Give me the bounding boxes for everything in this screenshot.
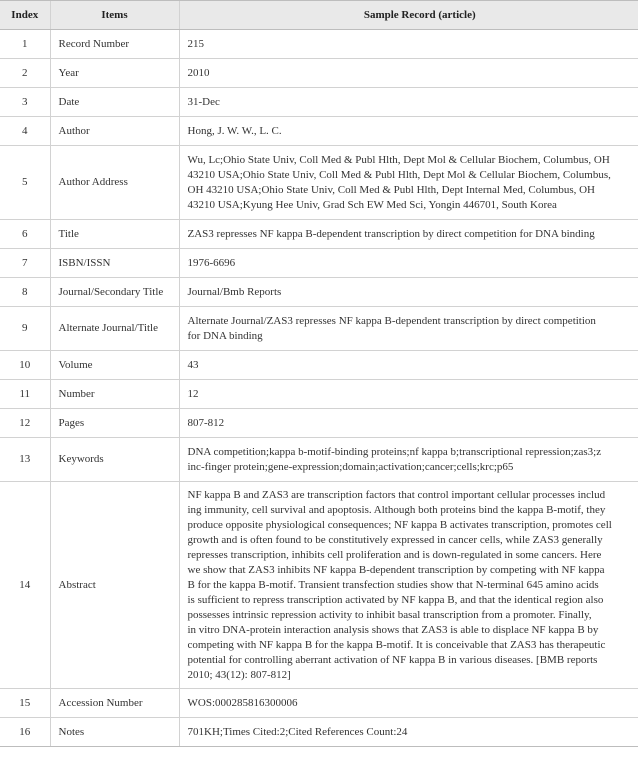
row-item-name: Author: [50, 117, 179, 146]
record-value-line: 43210 USA;Ohio State Univ, Coll Med & Publ Hlth, Dept Mol & Cellular Biochem, Columbus,: [187, 168, 611, 181]
row-record-value: [179, 409, 638, 438]
record-value-line: DNA competition;kappa b-motif-binding proteins;nf kappa b;transcriptional repression;zas3;z: [187, 445, 602, 458]
record-value-line: WOS:000285816300006: [187, 696, 298, 709]
row-index: 4: [0, 117, 50, 146]
record-value-line: in vitro DNA-protein interaction analysis shows that ZAS3 is able to displace NF kappa B by: [187, 623, 599, 636]
row-record-value: [179, 351, 638, 380]
table-row: [0, 482, 638, 689]
row-index: 16: [0, 718, 50, 747]
row-record-value: [179, 689, 638, 718]
record-value-line: 215: [187, 37, 204, 50]
table-row: [0, 689, 638, 718]
record-value-line: Alternate Journal/ZAS3 represses NF kappa B-dependent transcription by direct competition: [187, 314, 596, 327]
table-row: [0, 220, 638, 249]
record-value-line: 1976-6696: [187, 256, 236, 269]
row-item-name: ISBN/ISSN: [50, 249, 179, 278]
record-value-line: 43210 USA;Kyung Hee Univ, Grad Sch EW Med Sci, Yongin 446701, South Korea: [187, 198, 557, 211]
row-item-name: Year: [50, 59, 179, 88]
row-record-value: [179, 249, 638, 278]
table-row: [0, 59, 638, 88]
record-value-line: for DNA binding: [187, 329, 263, 342]
row-index: 7: [0, 249, 50, 278]
row-record-value: [179, 117, 638, 146]
row-item-name: Volume: [50, 351, 179, 380]
row-record-value: [179, 88, 638, 117]
row-record-value: [179, 380, 638, 409]
row-item-name: Record Number: [50, 30, 179, 59]
row-item-name: Abstract: [50, 482, 179, 689]
header-sample-record: Sample Record (article): [179, 1, 638, 30]
row-item-name: Alternate Journal/Title: [50, 307, 179, 351]
record-value-line: is sufficient to repress transcription activated by NF kappa B, and that the identical region also: [187, 593, 604, 606]
row-record-value: [179, 30, 638, 59]
record-value-line: 31-Dec: [187, 95, 220, 108]
record-value-line: Wu, Lc;Ohio State Univ, Coll Med & Publ Hlth, Dept Mol & Cellular Biochem, Columbus, OH: [187, 153, 610, 166]
table-row: [0, 249, 638, 278]
record-value-line: ZAS3 represses NF kappa B-dependent transcription by direct competition for DNA binding: [187, 227, 595, 240]
row-index: 11: [0, 380, 50, 409]
row-record-value: [179, 278, 638, 307]
table-row: [0, 30, 638, 59]
table-row: [0, 351, 638, 380]
header-items: Items: [50, 1, 179, 30]
table-row: [0, 278, 638, 307]
row-item-name: Title: [50, 220, 179, 249]
record-value-line: we show that ZAS3 inhibits NF kappa B-dependent transcription by competing with NF kappa: [187, 563, 605, 576]
record-value-line: ing immunity, cell survival and apoptosis. Although both proteins bind the kappa B-motif, they: [187, 503, 606, 516]
row-record-value: [179, 482, 638, 689]
record-value-line: 807-812: [187, 416, 225, 429]
header-row: [0, 1, 638, 30]
table-row: [0, 88, 638, 117]
record-value-line: represses transcription, inhibits cell proliferation and is down-regulated in some cancers. Here: [187, 548, 602, 561]
record-value-line: 701KH;Times Cited:2;Cited References Count:24: [187, 725, 408, 738]
row-index: 2: [0, 59, 50, 88]
record-value-line: 12: [187, 387, 199, 400]
record-value-line: Journal/Bmb Reports: [187, 285, 282, 298]
row-index: 3: [0, 88, 50, 117]
record-value-line: inc-finger protein;gene-expression;domain;activation;cancer;cells;krc;p65: [187, 460, 514, 473]
row-item-name: Accession Number: [50, 689, 179, 718]
record-value-line: B for the kappa B-motif. Transient transfection studies show that N-terminal 645 amino acids: [187, 578, 599, 591]
record-value-line: Hong, J. W. W., L. C.: [187, 124, 282, 137]
row-index: 8: [0, 278, 50, 307]
row-record-value: [179, 307, 638, 351]
table-row: [0, 146, 638, 220]
header-index: Index: [0, 1, 50, 30]
row-record-value: [179, 146, 638, 220]
record-value-line: growth and is often found to be constitutively expressed in cancer cells, while ZAS3 generally: [187, 533, 603, 546]
table-row: [0, 380, 638, 409]
table-row: [0, 718, 638, 747]
row-item-name: Date: [50, 88, 179, 117]
record-value-line: OH 43210 USA;Ohio State Univ, Coll Med & Publ Hlth, Dept Internal Med, Columbus, OH: [187, 183, 595, 196]
table-row: [0, 438, 638, 482]
row-index: 15: [0, 689, 50, 718]
row-index: 13: [0, 438, 50, 482]
row-record-value: [179, 438, 638, 482]
record-value-line: 2010; 43(12): 807-812]: [187, 668, 291, 681]
row-record-value: [179, 220, 638, 249]
table-row: [0, 307, 638, 351]
table-row: [0, 117, 638, 146]
row-item-name: Number: [50, 380, 179, 409]
record-value-line: competing with NF kappa B for the kappa B-motif. It is conceivable that ZAS3 has therapeutic: [187, 638, 606, 651]
record-value-line: NF kappa B and ZAS3 are transcription factors that control important cellular processes includ: [187, 488, 606, 501]
record-value-line: potential for controlling aberrant activation of NF kappa B in various diseases. [BMB reports: [187, 653, 598, 666]
row-item-name: Notes: [50, 718, 179, 747]
row-index: 9: [0, 307, 50, 351]
record-value-line: produce opposite physiological consequences; NF kappa B activates transcription, promotes cell: [187, 518, 612, 531]
row-item-name: Author Address: [50, 146, 179, 220]
row-index: 5: [0, 146, 50, 220]
row-record-value: [179, 718, 638, 747]
row-index: 12: [0, 409, 50, 438]
table-body: [0, 30, 638, 747]
row-record-value: [179, 59, 638, 88]
row-item-name: Journal/Secondary Title: [50, 278, 179, 307]
row-item-name: Keywords: [50, 438, 179, 482]
record-value-line: 43: [187, 358, 199, 371]
row-index: 10: [0, 351, 50, 380]
record-value-line: 2010: [187, 66, 210, 79]
row-index: 14: [0, 482, 50, 689]
row-item-name: Pages: [50, 409, 179, 438]
row-index: 6: [0, 220, 50, 249]
record-value-line: possesses intrinsic repression activity to inhibit basal transcription from a promoter. Finally,: [187, 608, 592, 621]
table-row: [0, 409, 638, 438]
row-index: 1: [0, 30, 50, 59]
